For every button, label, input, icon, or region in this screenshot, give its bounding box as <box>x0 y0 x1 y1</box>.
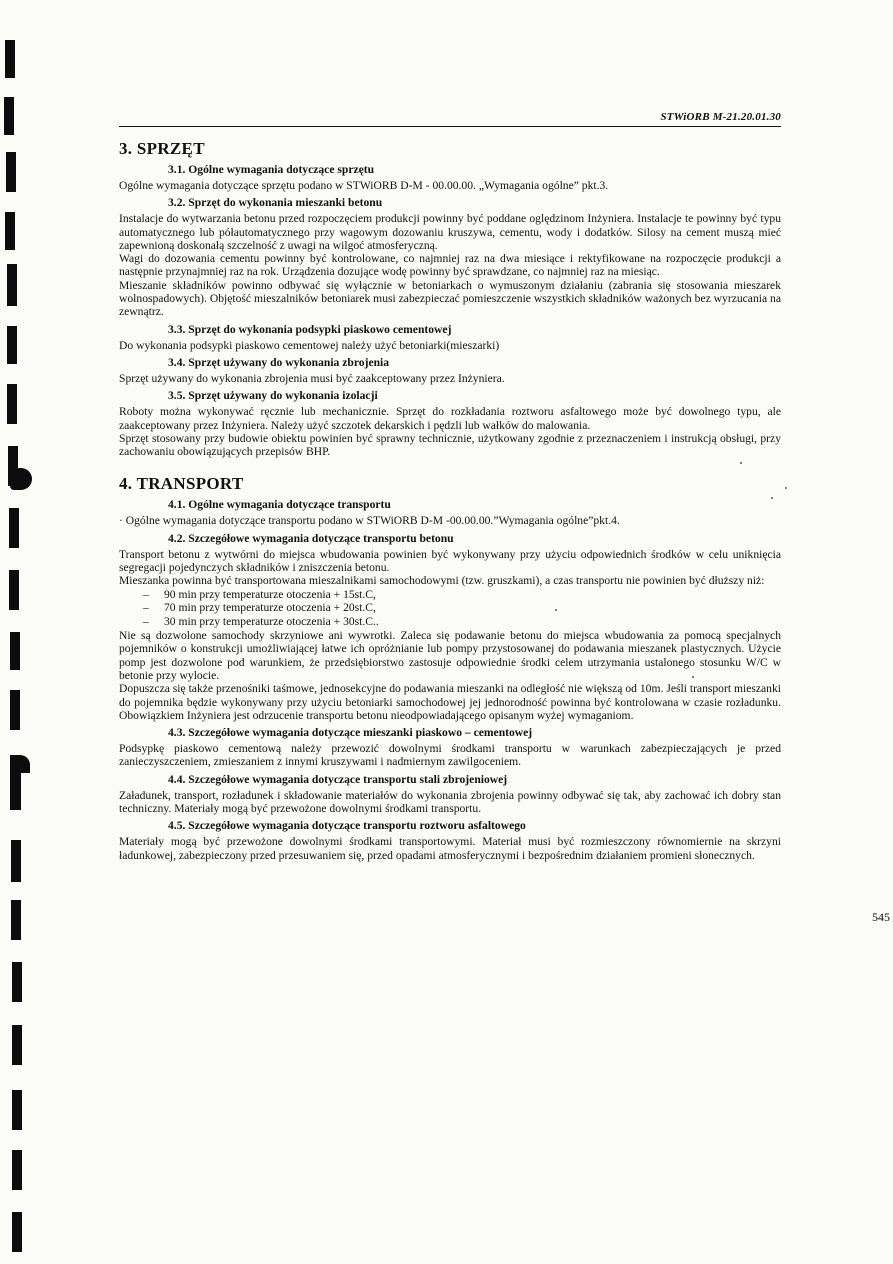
transport-time-list <box>119 588 781 629</box>
binding-mark <box>12 1090 22 1130</box>
heading-4-3: 4.3. Szczegółowe wymagania dotyczące mieszanki piaskowo – cementowej <box>168 726 533 740</box>
paragraph: Dopuszcza się także przenośniki taśmowe, jednosekcyjne do podawania mieszanki na odległość nie większą od 10m. Jeśli transport mieszanki do pojemnika będzie wykonywany przy użyciu betoniarki samochodowej jej jednorodność powinna być kontrolowana w czasie rozładunku. Obowiązkiem Inżyniera jest odrzucenie transportu betonu nieodpowiadającego opisanym wyżej wymaganiom. <box>119 682 781 722</box>
heading-3-3: 3.3. Sprzęt do wykonania podsypki piaskowo cementowej <box>168 322 452 336</box>
paragraph: Załadunek, transport, rozładunek i składowanie materiałów do wykonania zbrojenia powinny odbywać się tak, aby zachować ich dobry stan techniczny. Materiały mogą być przewożone dowolnymi środkami transportu. <box>119 788 781 815</box>
binding-mark <box>12 1025 22 1065</box>
binding-mark <box>10 632 20 670</box>
heading-4-2: 4.2. Szczegółowe wymagania dotyczące transportu betonu <box>168 531 454 545</box>
paragraph: Transport betonu z wytwórni do miejsca wbudowania powinien być wykonywany przy użyciu odpowiednich środków w celu uniknięcia segregacji pojedynczych składników i zniszczenia betonu. <box>119 547 781 575</box>
binding-mark <box>12 962 22 1002</box>
binding-mark <box>12 1212 22 1252</box>
binding-mark <box>10 755 30 773</box>
binding-mark <box>11 900 21 940</box>
scan-speck <box>785 487 787 489</box>
paragraph: Sprzęt używany do wykonania zbrojenia musi być zaakceptowany przez Inżyniera. <box>119 371 505 385</box>
paragraph: Ogólne wymagania dotyczące sprzętu podano w STWiORB D-M - 00.00.00. „Wymagania ogólne” pkt.3. <box>119 179 609 192</box>
paragraph: Do wykonania podsypki piaskowo cementowej należy użyć betoniarki(mieszarki) <box>119 338 500 352</box>
paragraph: Materiały mogą być przewożone dowolnymi środkami transportowymi. Materiał musi być rozmieszczony równomiernie na skrzyni ładunkowej, zabezpieczony przed przesuwaniem się, przed opadami atmosferycznymi i bezpośrednim działaniem promieni słonecznych. <box>119 835 781 862</box>
page-number: 545 <box>872 910 890 924</box>
paragraph: Podsypkę piaskowo cementową należy przewozić dowolnymi środkami transportu w warunkach zabezpieczających je przed zanieczyszczeniem, zmieszaniem z innymi kruszywami i nadmiernym zawilgoceniem. <box>119 742 781 769</box>
heading-4-5: 4.5. Szczegółowe wymagania dotyczące transportu roztworu asfaltowego <box>168 819 526 833</box>
heading-4-1: 4.1. Ogólne wymagania dotyczące transportu <box>168 498 391 512</box>
binding-mark <box>4 97 14 135</box>
binding-mark <box>9 570 19 610</box>
paragraph: Wagi do dozowania cementu powinny być kontrolowane, co najmniej raz na dwa miesiące i rektyfikowane na rozpoczęcie produkcji a następnie przynajmniej raz na rok. Urządzenia dozujące wodę powinny być sprawdzane, co najmniej raz na miesiąc. <box>119 252 781 279</box>
list-item: – 30 min przy temperaturze otoczenia + 30st.C.. <box>143 615 781 629</box>
binding-mark <box>5 40 15 78</box>
binding-mark <box>11 840 21 882</box>
page-header <box>119 108 781 127</box>
paragraph: · Ogólne wymagania dotyczące transportu podano w STWiORB D-M -00.00.00.”Wymagania ogólne”pkt.4. <box>119 514 620 528</box>
paragraph: Mieszanka powinna być transportowana mieszalnikami samochodowymi (tzw. gruszkami), a czas transportu nie powinien być dłuższy niż: <box>119 574 765 588</box>
binding-mark <box>7 326 17 364</box>
list-item: – 70 min przy temperaturze otoczenia + 20st.C, <box>143 601 781 615</box>
document-code: STWiORB M-21.20.01.30 <box>660 110 781 123</box>
binding-mark <box>7 264 17 306</box>
list-item: – 90 min przy temperaturze otoczenia + 15st.C, <box>143 588 781 602</box>
binding-mark <box>6 152 16 192</box>
section-4-title: 4. TRANSPORT <box>119 474 244 494</box>
paragraph: Sprzęt stosowany przy budowie obiektu powinien być sprawny technicznie, użytkowany zgodnie z przeznaczeniem i instrukcją obsługi, przy zachowaniu obowiązujących przepisów BHP. <box>119 431 781 459</box>
binding-marks <box>0 0 40 1264</box>
binding-mark <box>10 690 20 730</box>
section-3-title: 3. SPRZĘT <box>119 139 205 158</box>
binding-mark <box>7 384 17 424</box>
paragraph: Nie są dozwolone samochody skrzyniowe ani wywrotki. Zaleca się podawanie betonu do miejsca wbudowania za pomocą specjalnych pojemników o konstrukcji umożliwiającej łatwe ich opróżnianie lub pompy przystosowanej do podawania mieszanek plastycznych. Użycie pomp jest dozwolone pod warunkiem, że przedsiębiorstwo zastosuje odpowiednie środki celem utrzymania ustalonego stosunku W/C w betonie przy wylocie. <box>119 629 781 682</box>
paragraph: Roboty można wykonywać ręcznie lub mechanicznie. Sprzęt do rozkładania roztworu asfaltowego może być dowolnego typu, ale zaakceptowany przez Inżyniera. Należy użyć szczotek dekarskich i pędzli lub wałków do malowania. <box>119 405 781 432</box>
heading-3-2: 3.2. Sprzęt do wykonania mieszanki betonu <box>168 196 383 210</box>
heading-3-1: 3.1. Ogólne wymagania dotyczące sprzętu <box>168 163 375 176</box>
paragraph: Instalacje do wytwarzania betonu przed rozpoczęciem produkcji powinny być poddane oględzinom Inżyniera. Instalacje te powinny być typu automatycznego lub półautomatycznego przy wagowym dozowaniu kruszywa, cementu, wody i dodatków. Silosy na cement muszą mieć zapewnioną doskonałą szczelność z uwagi na wilgoć atmosferyczną. <box>119 212 781 252</box>
binding-mark <box>10 468 32 490</box>
document-page <box>119 108 890 924</box>
binding-mark <box>5 212 15 250</box>
heading-4-4: 4.4. Szczegółowe wymagania dotyczące transportu stali zbrojeniowej <box>168 772 508 786</box>
binding-mark <box>9 508 19 548</box>
paragraph: Mieszanie składników powinno odbywać się wyłącznie w betoniarkach o wymuszonym działaniu (zabrania się stosowania mieszarek wolnospadowych). Objętość mieszalników betoniarek musi zabezpieczać pomieszczenie wszystkich składników ważonych bez wyrzucania na zewnątrz. <box>119 278 781 319</box>
heading-3-4: 3.4. Sprzęt używany do wykonania zbrojenia <box>168 355 390 369</box>
binding-mark <box>12 1150 22 1190</box>
heading-3-5: 3.5. Sprzęt używany do wykonania izolacji <box>168 389 378 403</box>
